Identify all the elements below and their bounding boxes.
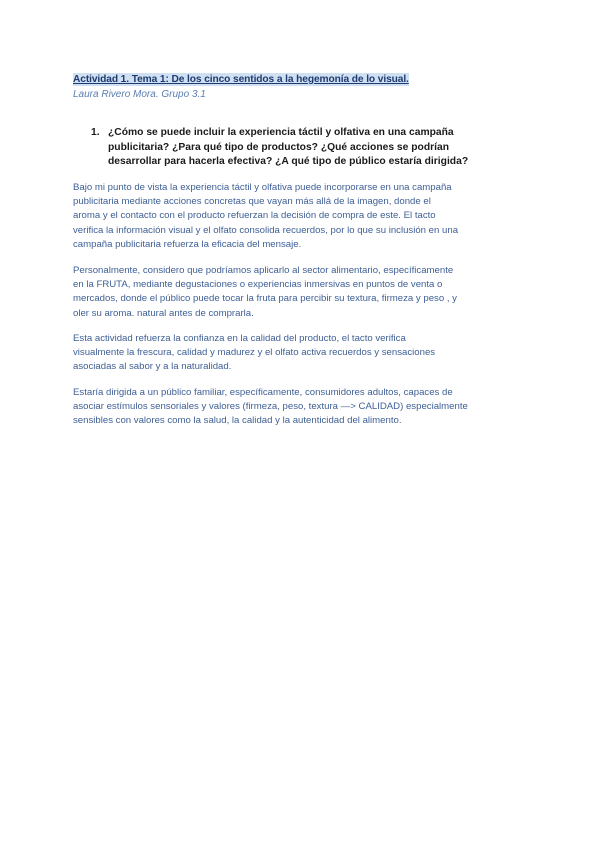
question-text xyxy=(108,126,528,170)
paragraph-line: asociar estímulos sensoriales y valores (firmeza, peso, textura —> CALIDAD) especialmente xyxy=(73,401,468,413)
paragraph-4 xyxy=(73,386,533,429)
question-number: 1. xyxy=(91,127,100,138)
paragraph-line: Bajo mi punto de vista la experiencia táctil y olfativa puede incorporarse en una campaña xyxy=(73,182,452,193)
paragraph-line: verifica la información visual y el olfato consolida recuerdos, por lo que su inclusión en una xyxy=(73,224,459,236)
question-line: publicitaria? ¿Para qué tipo de productos? ¿Qué acciones se podrían xyxy=(108,141,449,153)
paragraph-line: mercados, donde el público puede tocar la fruta para percibir su textura, firmeza y peso , y xyxy=(73,293,457,305)
paragraph-line: Esta actividad refuerza la confianza en la calidad del producto, el tacto verifica xyxy=(73,333,406,344)
paragraph-2 xyxy=(73,264,533,321)
paragraph-line: publicitaria mediante acciones concretas que vayan más allá de la imagen, donde el xyxy=(73,196,431,208)
paragraph-1 xyxy=(73,181,533,252)
paragraph-line: campaña publicitaria refuerza la eficacia del mensaje. xyxy=(73,238,302,250)
paragraph-3 xyxy=(73,332,533,375)
paragraph-line: sensibles con valores como la salud, la calidad y la autenticidad del alimento. xyxy=(73,415,402,427)
paragraph-line: oler su aroma. natural antes de comprarla. xyxy=(73,307,254,319)
question-line: ¿Cómo se puede incluir la experiencia táctil y olfativa en una campaña xyxy=(108,127,454,138)
paragraph-line: asociadas al sabor y a la naturalidad. xyxy=(73,361,232,373)
paragraph-line: Estaría dirigida a un público familiar, específicamente, consumidores adultos, capaces de xyxy=(73,387,453,398)
paragraph-line: visualmente la frescura, calidad y madurez y el olfato activa recuerdos y sensaciones xyxy=(73,347,436,359)
author-line: Laura Rivero Mora. Grupo 3.1 xyxy=(73,89,206,100)
document-title: Actividad 1. Tema 1: De los cinco sentidos a la hegemonía de lo visual. xyxy=(73,74,409,85)
question-line: desarrollar para hacerla efectiva? ¿A qué tipo de público estaría dirigida? xyxy=(108,156,469,167)
paragraph-line: en la FRUTA, mediante degustaciones o experiencias inmersivas en puntos de venta o xyxy=(73,279,443,291)
paragraph-line: aroma y el contacto con el producto refuerzan la decisión de compra de este. El tacto xyxy=(73,210,436,222)
paragraph-line: Personalmente, considero que podríamos aplicarlo al sector alimentario, específicamente xyxy=(73,265,454,276)
